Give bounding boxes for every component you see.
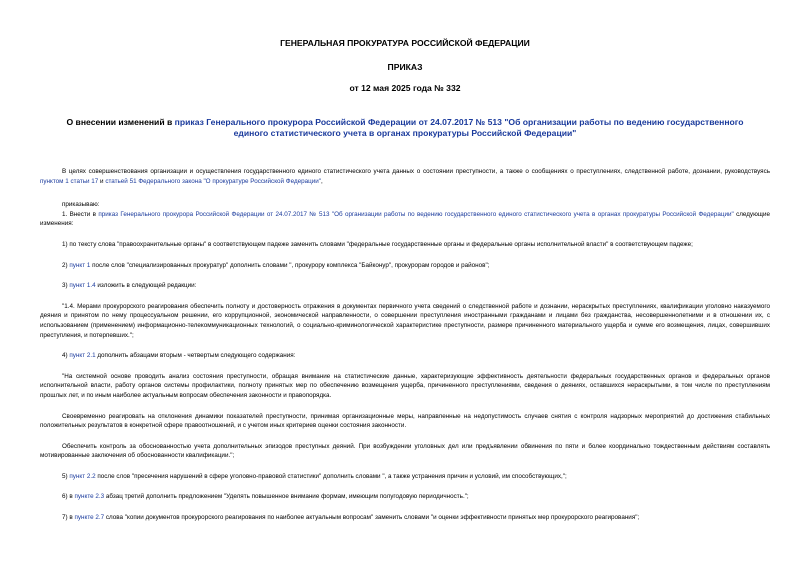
order-word: приказываю: <box>62 201 100 209</box>
subitem-2 <box>40 261 770 271</box>
subitem-7-prefix: 7) в <box>62 514 75 522</box>
subitem-5-link[interactable]: пункт 2.2 <box>69 472 96 480</box>
item-1-order-link[interactable]: приказ Генерального прокурора Российской Федерации от 24.07.2017 № 513 "Об организации работы по ведению государственного единого статистического учета в органах прокуратуры Российской Федерации" <box>98 210 734 218</box>
preamble-paragraph <box>40 167 770 186</box>
doc-type: ПРИКАЗ <box>387 62 423 72</box>
subitem-6-link[interactable]: пункте 2.3 <box>74 493 105 501</box>
org-name: ГЕНЕРАЛЬНАЯ ПРОКУРАТУРА РОССИЙСКОЙ ФЕДЕРАЦИИ <box>280 38 530 48</box>
quote-2-1-paragraph-c: Обеспечить контроль за обоснованностью учета дополнительных эпизодов преступных деяний. При возбуждении уголовных дел или предъявлении обвинения по пяти и более координально тождественным действиям составлять мотивированные заключения об обоснованности квалификации."; <box>40 442 770 460</box>
subitem-2-link[interactable]: пункт 1 <box>69 261 91 269</box>
subitem-3-link[interactable]: пункт 1.4 <box>69 282 96 290</box>
subitem-4 <box>40 351 770 361</box>
subitem-4-prefix: 4) <box>62 352 70 360</box>
subitem-4-text: дополнить абзацами вторым - четвертым следующего содержания: <box>95 352 296 360</box>
subitem-6-text: абзац третий дополнить предложением "Уделять повышенное внимание формам, имеющим полугодовую периодичность."; <box>104 493 469 501</box>
preamble-mid: и <box>98 177 106 185</box>
subitem-5-prefix: 5) <box>62 472 70 480</box>
preamble-link-article17[interactable]: пунктом 1 статьи 17 <box>40 177 99 185</box>
subitem-7 <box>40 513 770 523</box>
item-1-prefix: 1. Внести в <box>62 210 99 218</box>
preamble-link-article51[interactable]: статьей 51 Федерального закона "О прокуратуре Российской Федерации" <box>105 177 322 185</box>
subitem-6 <box>40 492 770 502</box>
subitem-2-prefix: 2) <box>62 261 70 269</box>
subitem-2-text: после слов "специализированных прокуратур" дополнить словами ", прокурору комплекса "Байконур", прокурорам городов и районов"; <box>90 261 490 269</box>
item-1-suffix: следующие изменения: <box>40 210 770 228</box>
preamble-text: В целях совершенствования организации и осуществления государственного единого статистического учета данных о состоянии преступности, а также о сообщениях о преступлениях, следственной работе, дознании, руководствуясь <box>62 168 770 175</box>
item-1-paragraph <box>40 210 770 229</box>
doc-date-number: от 12 мая 2025 года № 332 <box>349 83 461 93</box>
subitem-3-prefix: 3) <box>62 282 70 290</box>
quote-2-1-paragraph-b: Своевременно реагировать на отклонения динамики показателей преступности, принимая организационные меры, направленные на недопустимость случаев снятия с контроля надзорных мероприятий до достижения стабильных положительных результатов в конкретной сфере правоотношений, и с учетом иных критериев оценки состояния законности. <box>40 412 770 430</box>
title-order-link[interactable]: приказ Генерального прокурора Российской Федерации от 24.07.2017 № 513 "Об организации работы по ведению государственного единого статистического учета в органах прокуратуры Российской Федерации" <box>174 117 744 138</box>
subitem-1: 1) по тексту слова "правоохранительные органы" в соответствующем падеже заменить словами "федеральные государственные органы и федеральные органы исполнительной власти" в соответствующем падеже; <box>62 240 693 248</box>
quote-2-1-paragraph-a: "На системной основе проводить анализ состояния преступности, обращая внимание на статистические данные, характеризующие эффективность деятельности федеральных государственных органов и федеральных органов исполнительной власти, работу органов системы профилактики, полноту принятых мер по обеспечению возмещения ущерба, причиненного преступлениями, сведения о деяниях, оставшихся нераскрытыми, в том числе по преступлениям прошлых лет, и по иным наиболее актуальным вопросам обеспечения законности и правопорядка. <box>40 372 770 399</box>
subitem-7-link[interactable]: пункте 2.7 <box>74 514 105 522</box>
subitem-3-text: изложить в следующей редакции: <box>95 282 197 290</box>
doc-body <box>40 167 770 523</box>
quote-1-4: "1.4. Мерами прокурорского реагирования обеспечить полноту и достоверность отражения в документах первичного учета сведений о следственной работе и дознании, нераскрытых преступлениях, квалификации уголовно наказуемого деяния и принятом по нему процессуальном решении, его коррупционной, экономической направленности, о совершении преступления иностранными гражданами и лицами без гражданства, несовершеннолетними и в отношении их, с использованием (применением) информационно-телекоммуникационных технологий, о социально-криминологической характеристике преступности, размере причиненного материального ущерба и сумме его возмещения, лицах, совершивших преступления, и потерпевших."; <box>40 302 770 339</box>
doc-title <box>50 117 760 139</box>
title-prefix: О внесении изменений в <box>66 117 175 127</box>
subitem-5-text: после слов "пресечения нарушений в сфере уголовно-правовой статистики" дополнить словами ", а также устранения причин и условий, им способствующих,"; <box>95 472 567 480</box>
subitem-5 <box>40 472 770 482</box>
preamble-end: , <box>321 177 323 185</box>
subitem-7-text: слова "копии документов прокурорского реагирования по наиболее актуальным вопросам" заменить словами "и оценки эффективности принятых мер прокурорского реагирования"; <box>104 514 640 522</box>
subitem-3 <box>40 281 770 291</box>
subitem-6-prefix: 6) в <box>62 493 75 501</box>
subitem-4-link[interactable]: пункт 2.1 <box>69 352 96 360</box>
